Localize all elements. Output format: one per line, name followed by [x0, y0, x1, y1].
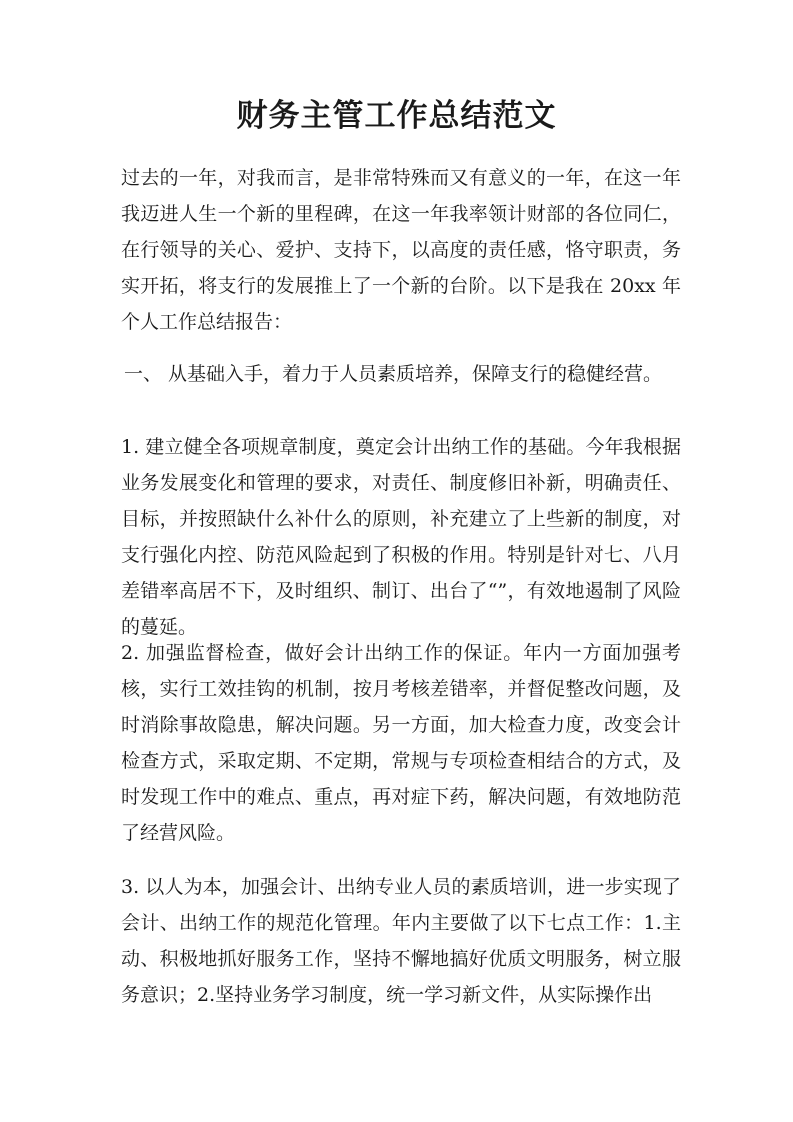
- document-title: 财务主管工作总结范文: [236, 98, 557, 134]
- item-paragraph-1: 1. 建立健全各项规章制度，奠定会计出纳工作的基础。今年我根据业务发展变化和管理的要求，对责任、制度修旧补新，明确责任、目标，并按照缺什么补什么的原则，补充建立了上些新的制度，对支行强化内控、防范风险起到了积极的作用。特别是针对七、八月差错率高居不下，及时组织、制订、出台了“”，有效地遏制了风险的蔓延。: [121, 436, 681, 638]
- item-paragraph-3: 3. 以人为本，加强会计、出纳专业人员的素质培训，进一步实现了会计、出纳工作的规范化管理。年内主要做了以下七点工作：1.主动、积极地抓好服务工作，坚持不懈地搞好优质文明服务，树立服务意识；2.坚持业务学习制度，统一学习新文件，从实际操作出: [121, 876, 681, 1006]
- intro-paragraph: 过去的一年，对我而言，是非常特殊而又有意义的一年，在这一年我迈进人生一个新的里程碑，在这一年我率领计财部的各位同仁，在行领导的关心、爱护、支持下，以高度的责任感，恪守职责，务实开拓，将支行的发展推上了一个新的台阶。以下是我在 20xx 年个人工作总结报告：: [121, 167, 681, 333]
- section-heading-1: 一、 从基础入手，着力于人员素质培养，保障支行的稳健经营。: [124, 363, 663, 385]
- item-paragraph-2: 2. 加强监督检查，做好会计出纳工作的保证。年内一方面加强考核，实行工效挂钩的机制，按月考核差错率，并督促整改问题，及时消除事故隐患，解决问题。另一方面，加大检查力度，改变会计检查方式，采取定期、不定期，常规与专项检查相结合的方式，及时发现工作中的难点、重点，再对症下药，解决问题，有效地防范了经营风险。: [121, 642, 681, 844]
